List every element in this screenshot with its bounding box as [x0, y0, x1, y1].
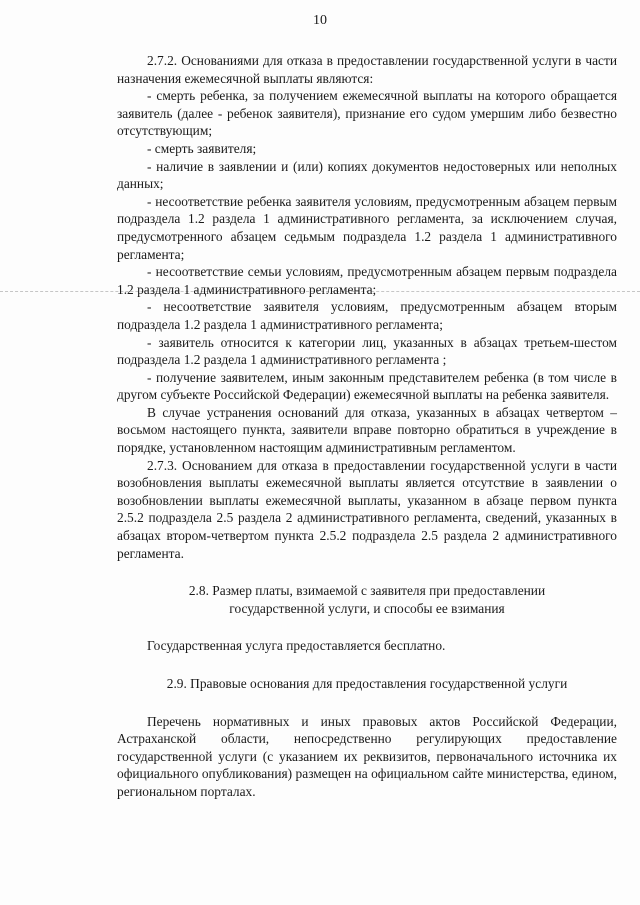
heading-2-8-line1: 2.8. Размер платы, взимаемой с заявителя при предоставлении [188, 583, 546, 599]
heading-2-9: 2.9. Правовые основания для предоставления государственной услуги [166, 676, 568, 691]
page-number: 10 [313, 13, 327, 28]
heading-2-8-line2: государственной услуги, и способы ее взимания [229, 600, 505, 616]
spacer [117, 655, 617, 675]
paragraph-reapply: В случае устранения оснований для отказа, указанных в абзацах четвертом – восьмом настоящего пункта, заявители вправе повторно обратиться в учреждение в порядке, установленном настоящим административным регламентом. [117, 404, 617, 456]
list-item-unreliable-data: - наличие в заявлении и (или) копиях документов недостоверных или неполных данных; [117, 158, 617, 192]
spacer [117, 617, 617, 637]
document-body [117, 52, 617, 801]
list-item-applicant-noncompliance: - несоответствие заявителя условиям, предусмотренным абзацем вторым подраздела 1.2 раздела 1 административного регламента; [117, 299, 617, 332]
heading-2-8 [117, 582, 617, 617]
list-item-death-of-child: - смерть ребенка, за получением ежемесячной выплаты на которого обращается заявитель (далее - ребенок заявителя), признание его судом умершим либо безвестно отсутствующим; [117, 88, 617, 139]
list-item-applicant-category: - заявитель относится к категории лиц, указанных в абзацах третьем-шестом подраздела 1.2 раздела 1 административного регламента ; [117, 334, 617, 368]
list-item-child-noncompliance: - несоответствие ребенка заявителя условиям, предусмотренным абзацем первым подраздела 1.2 раздела 1 административного регламента, за исключением случая, предусмотренного абзацем седьмым подраздела 1.2 раздела 1 административного регламента; [117, 193, 617, 262]
spacer [117, 562, 617, 582]
paragraph-2-8: Государственная услуга предоставляется бесплатно. [147, 638, 446, 654]
list-item-already-receiving: - получение заявителем, иным законным представителем ребенка (в том числе в другом субъекте Российской Федерации) ежемесячной выплаты на ребенка заявителя. [117, 369, 617, 403]
paragraph-2-7-3: 2.7.3. Основанием для отказа в предоставлении государственной услуги в части возобновления выплаты ежемесячной выплаты является отсутствие в заявлении о возобновлении выплаты ежемесячной выплаты, указанном в абзаце первом пункта 2.5.2 подраздела 2.5 раздела 2 административного регламента, сведений, указанных в абзацах втором-четвертом пункта 2.5.2 подраздела 2.5 раздела 2 административного регламента. [117, 457, 617, 561]
paragraph-2-9: Перечень нормативных и иных правовых актов Российской Федерации, Астраханской области, непосредственно регулирующих предоставление государственной услуги (с указанием их реквизитов, первоначального источника их официального опубликования) размещен на официальном сайте министерства, едином, региональном порталах. [117, 713, 617, 799]
paragraph-2-7-2: 2.7.2. Основаниями для отказа в предоставлении государственной услуги в части назначения ежемесячной выплаты являются: [117, 53, 617, 86]
list-item-death-of-applicant: - смерть заявителя; [147, 140, 257, 156]
list-item-family-noncompliance: - несоответствие семьи условиям, предусмотренным абзацем первым подраздела 1.2 раздела 1 административного регламента; [117, 264, 617, 297]
spacer [117, 693, 617, 713]
